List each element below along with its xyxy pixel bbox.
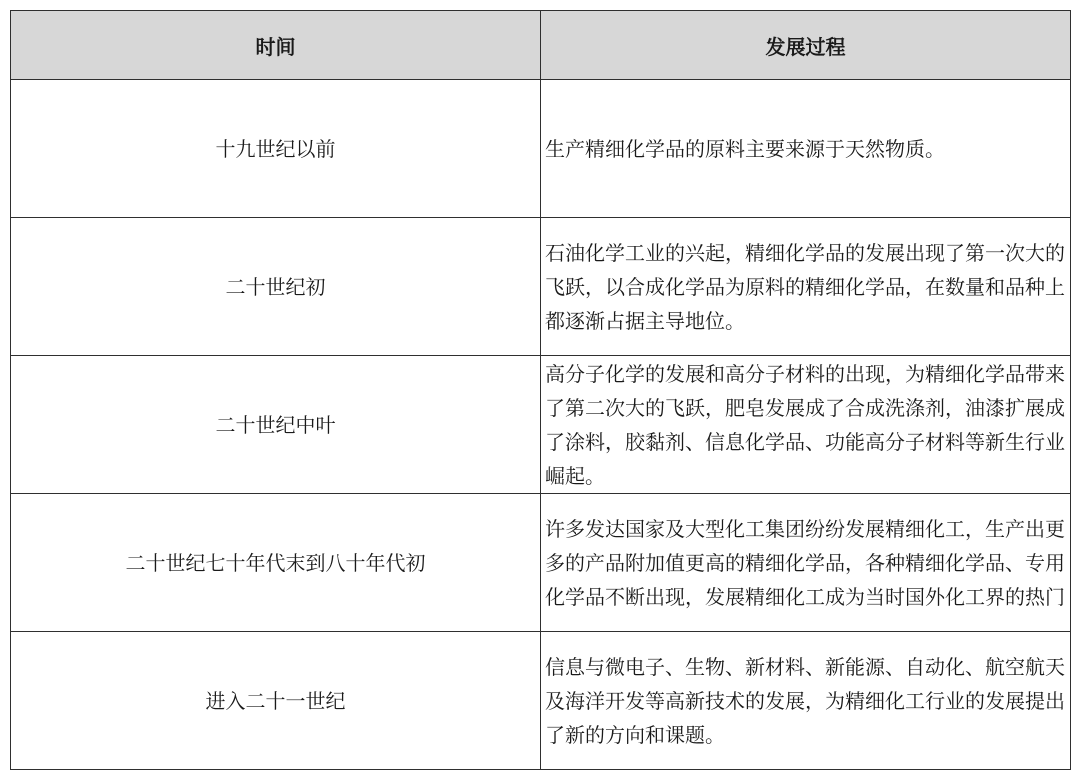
time-cell: 二十世纪七十年代末到八十年代初 <box>11 494 541 632</box>
history-table <box>10 10 1071 770</box>
table-row <box>11 494 1071 632</box>
column-header-process: 发展过程 <box>541 11 1071 80</box>
process-cell: 高分子化学的发展和高分子材料的出现，为精细化学品带来了第二次大的飞跃，肥皂发展成了合成洗涤剂，油漆扩展成了涂料，胶黏剂、信息化学品、功能高分子材料等新生行业崛起。 <box>541 356 1071 494</box>
process-cell: 信息与微电子、生物、新材料、新能源、自动化、航空航天及海洋开发等高新技术的发展，为精细化工行业的发展提出了新的方向和课题。 <box>541 632 1071 770</box>
table-row <box>11 632 1071 770</box>
history-table-container <box>10 10 1070 770</box>
process-cell: 石油化学工业的兴起，精细化学品的发展出现了第一次大的飞跃，以合成化学品为原料的精细化学品，在数量和品种上都逐渐占据主导地位。 <box>541 218 1071 356</box>
time-cell: 进入二十一世纪 <box>11 632 541 770</box>
table-row <box>11 356 1071 494</box>
time-cell: 十九世纪以前 <box>11 80 541 218</box>
time-cell: 二十世纪中叶 <box>11 356 541 494</box>
process-cell: 许多发达国家及大型化工集团纷纷发展精细化工，生产出更多的产品附加值更高的精细化学品，各种精细化学品、专用化学品不断出现，发展精细化工成为当时国外化工界的热门 <box>541 494 1071 632</box>
column-header-time: 时间 <box>11 11 541 80</box>
table-row <box>11 80 1071 218</box>
process-cell: 生产精细化学品的原料主要来源于天然物质。 <box>541 80 1071 218</box>
table-row <box>11 218 1071 356</box>
time-cell: 二十世纪初 <box>11 218 541 356</box>
table-header-row <box>11 11 1071 80</box>
